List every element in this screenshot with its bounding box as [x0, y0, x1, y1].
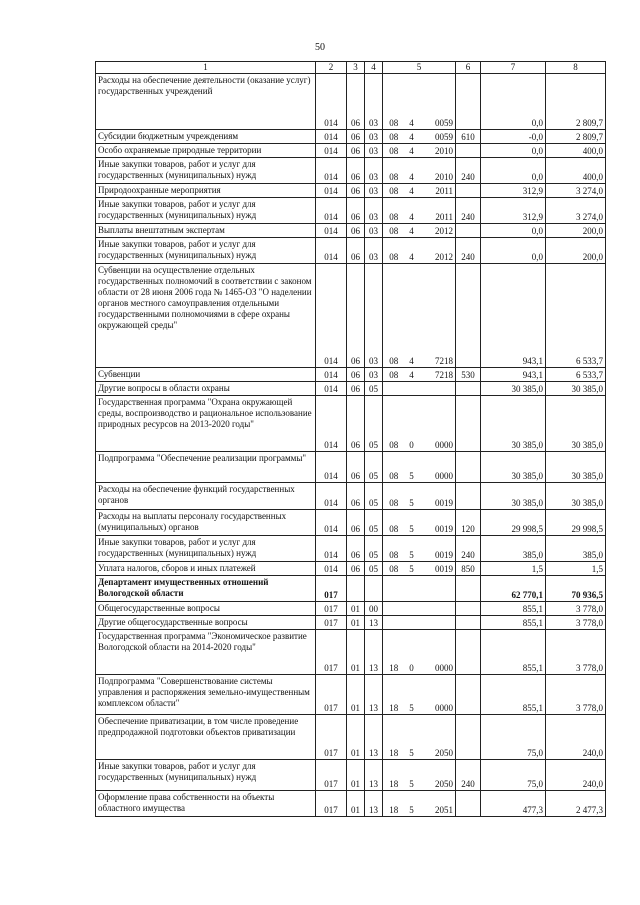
cell-subsection: 03 [365, 144, 383, 158]
table-row [96, 483, 606, 510]
cell-amount-col7: -0,0 [481, 130, 546, 144]
cell-subsection: 05 [365, 396, 383, 452]
cell-amount-col7: 312,9 [481, 184, 546, 198]
cell-target-program: 18 [383, 675, 405, 715]
cell-amount-col8: 3 274,0 [546, 198, 606, 224]
cell-amount-col8: 400,0 [546, 144, 606, 158]
cell-section: 06 [347, 224, 365, 238]
cell-amount-col7: 855,1 [481, 616, 546, 630]
cell-name: Государственная программа "Охрана окружающей среды, воспроизводство и рациональное использование природных ресурсов на 2013-2020 годы" [96, 396, 316, 452]
cell-target-item: 0059 [419, 130, 456, 144]
cell-amount-col8: 2 477,3 [546, 791, 606, 817]
cell-target-subprogram: 4 [405, 184, 419, 198]
cell-target-subprogram: 5 [405, 483, 419, 510]
cell-amount-col7: 30 385,0 [481, 452, 546, 483]
cell-amount-col8: 2 809,7 [546, 74, 606, 130]
cell-target-subprogram: 5 [405, 536, 419, 562]
cell-expense-type: 610 [456, 130, 481, 144]
cell-section: 01 [347, 602, 365, 616]
cell-amount-col8: 3 274,0 [546, 184, 606, 198]
cell-target-program: 18 [383, 715, 405, 760]
table-header-row [96, 62, 606, 74]
cell-target-program: 08 [383, 562, 405, 576]
cell-admin-code: 014 [316, 562, 347, 576]
cell-amount-col7: 30 385,0 [481, 396, 546, 452]
cell-name: Расходы на выплаты персоналу государственных (муниципальных) органов [96, 510, 316, 536]
cell-subsection: 05 [365, 483, 383, 510]
cell-amount-col8: 240,0 [546, 715, 606, 760]
cell-amount-col7: 75,0 [481, 715, 546, 760]
cell-section: 06 [347, 184, 365, 198]
cell-target-item [419, 602, 456, 616]
cell-target-item: 7218 [419, 368, 456, 382]
cell-admin-code: 014 [316, 238, 347, 264]
cell-admin-code: 014 [316, 452, 347, 483]
cell-target-item: 7218 [419, 264, 456, 368]
header-col-1: 1 [96, 62, 316, 74]
cell-target-program: 08 [383, 74, 405, 130]
header-col-5: 5 [383, 62, 456, 74]
cell-name: Природоохранные мероприятия [96, 184, 316, 198]
cell-target-subprogram: 4 [405, 144, 419, 158]
header-col-4: 4 [365, 62, 383, 74]
header-col-7: 7 [481, 62, 546, 74]
cell-admin-code: 017 [316, 715, 347, 760]
cell-expense-type [456, 630, 481, 675]
cell-subsection: 03 [365, 130, 383, 144]
cell-target-item: 2012 [419, 224, 456, 238]
cell-subsection: 03 [365, 368, 383, 382]
cell-target-subprogram: 0 [405, 630, 419, 675]
cell-amount-col7: 855,1 [481, 630, 546, 675]
cell-target-item: 0059 [419, 74, 456, 130]
cell-subsection: 13 [365, 675, 383, 715]
cell-section: 01 [347, 630, 365, 675]
cell-section: 01 [347, 760, 365, 791]
cell-section: 06 [347, 198, 365, 224]
cell-amount-col8: 200,0 [546, 224, 606, 238]
cell-amount-col8: 1,5 [546, 562, 606, 576]
cell-target-program: 18 [383, 791, 405, 817]
cell-target-subprogram: 4 [405, 368, 419, 382]
cell-amount-col7: 0,0 [481, 238, 546, 264]
cell-target-subprogram [405, 382, 419, 396]
cell-name: Расходы на обеспечение деятельности (оказание услуг) государственных учреждений [96, 74, 316, 130]
cell-expense-type [456, 382, 481, 396]
cell-name: Подпрограмма "Совершенствование системы управления и распоряжения земельно-имущественным комплексом области" [96, 675, 316, 715]
cell-target-subprogram: 4 [405, 224, 419, 238]
cell-subsection: 13 [365, 616, 383, 630]
cell-subsection: 05 [365, 452, 383, 483]
table-row [96, 396, 606, 452]
table-row [96, 562, 606, 576]
cell-subsection: 05 [365, 562, 383, 576]
cell-name: Субвенции на осуществление отдельных государственных полномочий в соответствии с законом области от 28 июня 2006 года № 1465-ОЗ "О наделении органов местного самоуправления отдельными государственными полномочиями в сфере охраны окружающей среды" [96, 264, 316, 368]
cell-target-subprogram: 4 [405, 198, 419, 224]
cell-expense-type [456, 396, 481, 452]
cell-amount-col8: 200,0 [546, 238, 606, 264]
cell-expense-type: 240 [456, 158, 481, 184]
cell-admin-code: 014 [316, 130, 347, 144]
cell-admin-code: 017 [316, 630, 347, 675]
cell-target-item: 0019 [419, 510, 456, 536]
cell-section: 06 [347, 238, 365, 264]
cell-admin-code: 017 [316, 576, 347, 602]
cell-admin-code: 017 [316, 602, 347, 616]
cell-section: 01 [347, 616, 365, 630]
cell-expense-type: 120 [456, 510, 481, 536]
cell-name: Государственная программа "Экономическое развитие Вологодской области на 2014-2020 годы" [96, 630, 316, 675]
cell-name: Субсидии бюджетным учреждениям [96, 130, 316, 144]
cell-expense-type [456, 616, 481, 630]
cell-section [347, 576, 365, 602]
table-body [96, 74, 606, 817]
cell-amount-col7: 30 385,0 [481, 483, 546, 510]
cell-amount-col7: 855,1 [481, 675, 546, 715]
table-row [96, 130, 606, 144]
cell-subsection: 03 [365, 238, 383, 264]
cell-admin-code: 014 [316, 224, 347, 238]
cell-amount-col7: 477,3 [481, 791, 546, 817]
cell-admin-code: 014 [316, 74, 347, 130]
cell-target-subprogram: 4 [405, 158, 419, 184]
cell-admin-code: 014 [316, 184, 347, 198]
cell-expense-type: 240 [456, 536, 481, 562]
cell-admin-code: 014 [316, 510, 347, 536]
cell-amount-col7: 75,0 [481, 760, 546, 791]
cell-subsection: 05 [365, 536, 383, 562]
cell-amount-col7: 0,0 [481, 224, 546, 238]
cell-name: Выплаты внештатным экспертам [96, 224, 316, 238]
cell-expense-type [456, 576, 481, 602]
cell-section: 06 [347, 382, 365, 396]
cell-target-program: 08 [383, 198, 405, 224]
cell-section: 06 [347, 130, 365, 144]
cell-target-item: 2051 [419, 791, 456, 817]
cell-target-item [419, 576, 456, 602]
cell-subsection: 03 [365, 158, 383, 184]
cell-amount-col7: 943,1 [481, 264, 546, 368]
cell-amount-col7: 29 998,5 [481, 510, 546, 536]
cell-admin-code: 014 [316, 198, 347, 224]
cell-amount-col7: 385,0 [481, 536, 546, 562]
table-row [96, 224, 606, 238]
cell-expense-type [456, 144, 481, 158]
cell-section: 06 [347, 510, 365, 536]
cell-admin-code: 014 [316, 144, 347, 158]
cell-expense-type: 240 [456, 760, 481, 791]
header-col-6: 6 [456, 62, 481, 74]
cell-name: Иные закупки товаров, работ и услуг для государственных (муниципальных) нужд [96, 198, 316, 224]
cell-name: Уплата налогов, сборов и иных платежей [96, 562, 316, 576]
cell-name: Особо охраняемые природные территории [96, 144, 316, 158]
cell-target-item: 2010 [419, 158, 456, 184]
cell-section: 01 [347, 675, 365, 715]
cell-target-program: 08 [383, 144, 405, 158]
cell-admin-code: 014 [316, 368, 347, 382]
cell-target-item: 2011 [419, 184, 456, 198]
cell-target-program [383, 576, 405, 602]
cell-section: 06 [347, 158, 365, 184]
cell-subsection: 13 [365, 630, 383, 675]
cell-target-program [383, 382, 405, 396]
table-row [96, 576, 606, 602]
cell-subsection: 03 [365, 74, 383, 130]
cell-target-program: 08 [383, 238, 405, 264]
cell-target-subprogram: 5 [405, 760, 419, 791]
cell-target-program: 18 [383, 760, 405, 791]
cell-target-subprogram: 4 [405, 130, 419, 144]
table-row [96, 630, 606, 675]
cell-amount-col8: 29 998,5 [546, 510, 606, 536]
cell-amount-col8: 3 778,0 [546, 616, 606, 630]
cell-name: Общегосударственные вопросы [96, 602, 316, 616]
table-row [96, 368, 606, 382]
cell-target-subprogram [405, 602, 419, 616]
cell-target-subprogram: 5 [405, 675, 419, 715]
cell-target-item: 2011 [419, 198, 456, 224]
cell-subsection: 03 [365, 264, 383, 368]
cell-amount-col8: 3 778,0 [546, 630, 606, 675]
cell-section: 06 [347, 536, 365, 562]
cell-amount-col7: 30 385,0 [481, 382, 546, 396]
cell-expense-type [456, 264, 481, 368]
header-col-8: 8 [546, 62, 606, 74]
cell-section: 06 [347, 144, 365, 158]
cell-expense-type [456, 184, 481, 198]
cell-name: Оформление права собственности на объекты областного имущества [96, 791, 316, 817]
cell-target-subprogram: 5 [405, 452, 419, 483]
cell-target-item: 0000 [419, 452, 456, 483]
cell-target-program [383, 602, 405, 616]
cell-target-item [419, 616, 456, 630]
cell-target-program: 08 [383, 452, 405, 483]
table-row [96, 675, 606, 715]
header-col-2: 2 [316, 62, 347, 74]
cell-target-program [383, 616, 405, 630]
cell-target-subprogram: 4 [405, 74, 419, 130]
cell-name: Иные закупки товаров, работ и услуг для государственных (муниципальных) нужд [96, 158, 316, 184]
table-row [96, 144, 606, 158]
cell-target-subprogram: 5 [405, 562, 419, 576]
cell-admin-code: 017 [316, 616, 347, 630]
cell-amount-col7: 855,1 [481, 602, 546, 616]
cell-amount-col8: 385,0 [546, 536, 606, 562]
page-number: 50 [315, 42, 325, 53]
cell-expense-type [456, 74, 481, 130]
cell-subsection: 03 [365, 224, 383, 238]
cell-amount-col8: 30 385,0 [546, 396, 606, 452]
cell-section: 06 [347, 396, 365, 452]
cell-expense-type: 850 [456, 562, 481, 576]
cell-target-program: 18 [383, 630, 405, 675]
cell-section: 06 [347, 74, 365, 130]
table-row [96, 602, 606, 616]
cell-expense-type [456, 675, 481, 715]
cell-admin-code: 014 [316, 382, 347, 396]
cell-target-item: 2050 [419, 715, 456, 760]
cell-target-item: 0019 [419, 483, 456, 510]
cell-section: 06 [347, 562, 365, 576]
table-row [96, 616, 606, 630]
cell-subsection: 13 [365, 791, 383, 817]
cell-target-subprogram: 4 [405, 264, 419, 368]
cell-target-program: 08 [383, 396, 405, 452]
header-col-3: 3 [347, 62, 365, 74]
cell-name: Иные закупки товаров, работ и услуг для государственных (муниципальных) нужд [96, 536, 316, 562]
cell-amount-col7: 1,5 [481, 562, 546, 576]
cell-target-item [419, 382, 456, 396]
cell-name: Другие общегосударственные вопросы [96, 616, 316, 630]
cell-amount-col8: 30 385,0 [546, 452, 606, 483]
cell-target-item: 0019 [419, 536, 456, 562]
cell-amount-col7: 0,0 [481, 74, 546, 130]
cell-amount-col7: 312,9 [481, 198, 546, 224]
cell-admin-code: 014 [316, 536, 347, 562]
cell-target-item: 0000 [419, 630, 456, 675]
table-row [96, 238, 606, 264]
cell-admin-code: 017 [316, 791, 347, 817]
cell-amount-col8: 2 809,7 [546, 130, 606, 144]
table-row [96, 791, 606, 817]
cell-expense-type [456, 791, 481, 817]
cell-target-program: 08 [383, 368, 405, 382]
cell-target-program: 08 [383, 224, 405, 238]
cell-target-program: 08 [383, 184, 405, 198]
cell-amount-col8: 3 778,0 [546, 675, 606, 715]
cell-subsection [365, 576, 383, 602]
cell-admin-code: 017 [316, 760, 347, 791]
cell-expense-type [456, 483, 481, 510]
cell-target-program: 08 [383, 264, 405, 368]
cell-section: 06 [347, 483, 365, 510]
cell-target-item: 0000 [419, 675, 456, 715]
cell-section: 06 [347, 264, 365, 368]
cell-admin-code: 014 [316, 158, 347, 184]
cell-subsection: 03 [365, 198, 383, 224]
cell-expense-type: 240 [456, 198, 481, 224]
cell-admin-code: 014 [316, 483, 347, 510]
cell-target-item: 0019 [419, 562, 456, 576]
cell-amount-col8: 3 778,0 [546, 602, 606, 616]
cell-target-item: 2010 [419, 144, 456, 158]
cell-target-subprogram: 5 [405, 715, 419, 760]
cell-target-item: 2012 [419, 238, 456, 264]
table-row [96, 382, 606, 396]
cell-target-subprogram: 4 [405, 238, 419, 264]
cell-amount-col8: 70 936,5 [546, 576, 606, 602]
cell-expense-type [456, 602, 481, 616]
cell-target-item: 0000 [419, 396, 456, 452]
cell-admin-code: 017 [316, 675, 347, 715]
cell-name: Обеспечение приватизации, в том числе проведение предпродажной подготовки объектов приватизации [96, 715, 316, 760]
cell-amount-col8: 30 385,0 [546, 382, 606, 396]
cell-admin-code: 014 [316, 264, 347, 368]
cell-name: Другие вопросы в области охраны [96, 382, 316, 396]
cell-subsection: 03 [365, 184, 383, 198]
table-row [96, 452, 606, 483]
table-row [96, 760, 606, 791]
cell-amount-col7: 0,0 [481, 144, 546, 158]
cell-target-program: 08 [383, 536, 405, 562]
cell-subsection: 05 [365, 510, 383, 536]
cell-section: 06 [347, 452, 365, 483]
cell-amount-col8: 6 533,7 [546, 264, 606, 368]
table-row [96, 74, 606, 130]
cell-name: Иные закупки товаров, работ и услуг для государственных (муниципальных) нужд [96, 238, 316, 264]
cell-section: 01 [347, 715, 365, 760]
cell-amount-col7: 62 770,1 [481, 576, 546, 602]
cell-name: Департамент имущественных отношений Вологодской области [96, 576, 316, 602]
table-row [96, 184, 606, 198]
cell-name: Иные закупки товаров, работ и услуг для государственных (муниципальных) нужд [96, 760, 316, 791]
cell-admin-code: 014 [316, 396, 347, 452]
budget-table [95, 61, 606, 817]
cell-subsection: 00 [365, 602, 383, 616]
cell-target-program: 08 [383, 483, 405, 510]
cell-target-item: 2050 [419, 760, 456, 791]
cell-subsection: 13 [365, 715, 383, 760]
cell-amount-col8: 400,0 [546, 158, 606, 184]
cell-section: 01 [347, 791, 365, 817]
cell-target-subprogram: 0 [405, 396, 419, 452]
cell-amount-col7: 943,1 [481, 368, 546, 382]
table-row [96, 158, 606, 184]
table-row [96, 264, 606, 368]
cell-target-program: 08 [383, 510, 405, 536]
cell-target-subprogram: 5 [405, 510, 419, 536]
cell-name: Расходы на обеспечение функций государственных органов [96, 483, 316, 510]
cell-expense-type: 240 [456, 238, 481, 264]
cell-subsection: 13 [365, 760, 383, 791]
cell-section: 06 [347, 368, 365, 382]
table-row [96, 198, 606, 224]
table-row [96, 715, 606, 760]
cell-expense-type [456, 715, 481, 760]
cell-target-subprogram: 5 [405, 791, 419, 817]
cell-target-program: 08 [383, 130, 405, 144]
cell-subsection: 05 [365, 382, 383, 396]
cell-amount-col8: 6 533,7 [546, 368, 606, 382]
cell-target-subprogram [405, 616, 419, 630]
cell-name: Подпрограмма "Обеспечение реализации программы" [96, 452, 316, 483]
cell-amount-col8: 240,0 [546, 760, 606, 791]
cell-target-program: 08 [383, 158, 405, 184]
cell-target-subprogram [405, 576, 419, 602]
cell-amount-col7: 0,0 [481, 158, 546, 184]
table-row [96, 510, 606, 536]
cell-expense-type: 530 [456, 368, 481, 382]
cell-name: Субвенции [96, 368, 316, 382]
cell-expense-type [456, 452, 481, 483]
cell-amount-col8: 30 385,0 [546, 483, 606, 510]
cell-expense-type [456, 224, 481, 238]
table-row [96, 536, 606, 562]
